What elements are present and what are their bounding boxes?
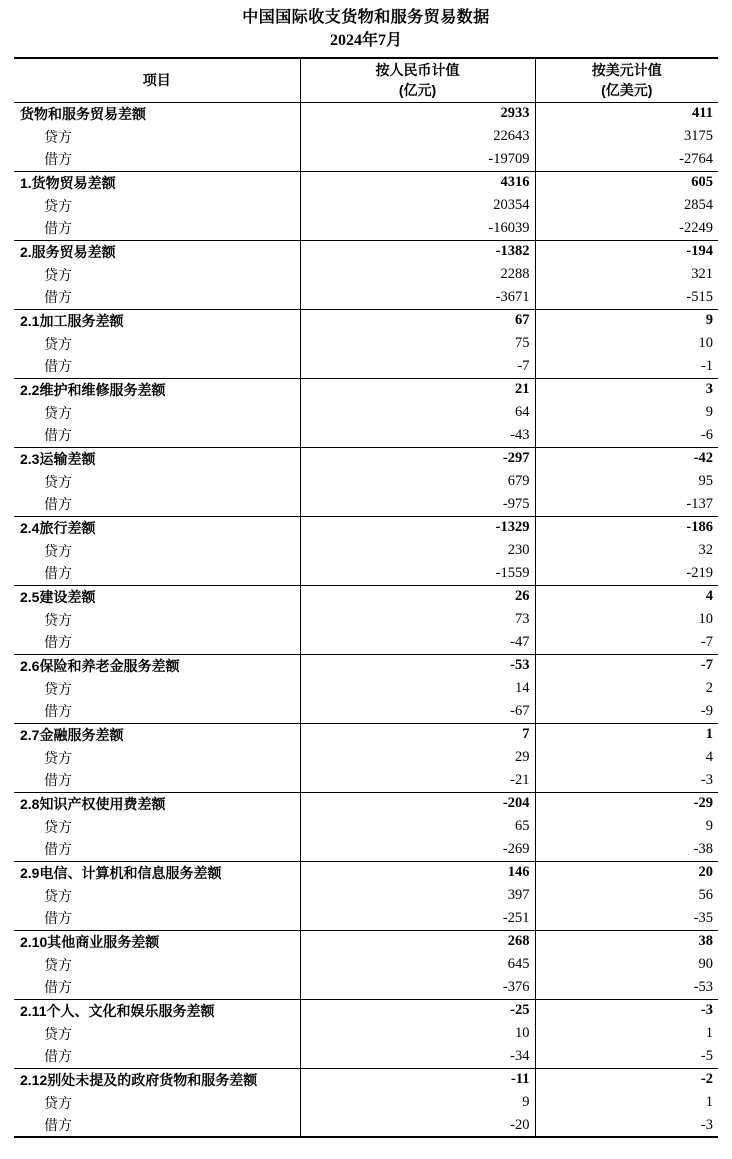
row-item-label: 贷方 (44, 887, 72, 904)
rmb-value: 20354 (300, 194, 535, 217)
usd-value: -186 (535, 516, 718, 539)
table-row-balance-row (14, 930, 718, 953)
rmb-value: -21 (300, 769, 535, 792)
row-item-label: 借方 (44, 841, 72, 858)
rmb-value: 230 (300, 539, 535, 562)
rmb-value: -269 (300, 838, 535, 861)
column-header-rmb (300, 58, 535, 102)
page-subtitle: 2024年7月 (329, 32, 402, 49)
rmb-value: 10 (300, 1022, 535, 1045)
rmb-value: -34 (300, 1045, 535, 1068)
usd-value: 2854 (535, 194, 718, 217)
row-item-label: 借方 (44, 910, 72, 927)
row-item-label: 借方 (44, 151, 72, 168)
table-row-balance-row (14, 102, 718, 125)
row-item-label: 借方 (44, 979, 72, 996)
table-row-balance-row (14, 171, 718, 194)
row-item-label: 2.12别处未提及的政府货物和服务差额 (14, 1068, 300, 1091)
row-item-label: 2.2维护和维修服务差额 (14, 378, 300, 401)
rmb-value: 14 (300, 677, 535, 700)
usd-value: -3 (535, 1114, 718, 1137)
rmb-value: -16039 (300, 217, 535, 240)
rmb-value: 64 (300, 401, 535, 424)
row-item-label: 借方 (44, 565, 72, 582)
table-row-credit-row (14, 1091, 718, 1114)
table-row-balance-row (14, 1068, 718, 1091)
row-item-label: 2.服务贸易差额 (14, 240, 300, 263)
row-item-label: 贷方 (44, 956, 72, 973)
rmb-value: 2933 (300, 102, 535, 125)
table-row-debit-row (14, 976, 718, 999)
table-row-debit-row (14, 355, 718, 378)
usd-value: 4 (535, 585, 718, 608)
column-header-rmb-unit: (亿元) (398, 82, 437, 99)
row-item-label: 贷方 (44, 1094, 72, 1111)
rmb-value: 7 (300, 723, 535, 746)
column-header-usd-title: 按美元计值 (591, 62, 662, 79)
table-row-debit-row (14, 562, 718, 585)
table-row-balance-row (14, 861, 718, 884)
usd-value: 20 (535, 861, 718, 884)
rmb-value: 146 (300, 861, 535, 884)
table-row-debit-row (14, 148, 718, 171)
usd-value: 3 (535, 378, 718, 401)
usd-value: -219 (535, 562, 718, 585)
row-item-label: 借方 (44, 427, 72, 444)
page-title: 中国国际收支货物和服务贸易数据 (242, 9, 490, 26)
row-item-label: 借方 (44, 772, 72, 789)
rmb-value: -1559 (300, 562, 535, 585)
row-item-label: 借方 (44, 703, 72, 720)
rmb-value: 9 (300, 1091, 535, 1114)
rmb-value: -25 (300, 999, 535, 1022)
row-item-label: 2.11个人、文化和娱乐服务差额 (14, 999, 300, 1022)
row-item-label: 2.6保险和养老金服务差额 (14, 654, 300, 677)
row-item-label: 贷方 (44, 818, 72, 835)
rmb-value: -376 (300, 976, 535, 999)
table-row-credit-row (14, 332, 718, 355)
usd-value: -194 (535, 240, 718, 263)
rmb-value: -3671 (300, 286, 535, 309)
usd-value: 4 (535, 746, 718, 769)
table-row-debit-row (14, 700, 718, 723)
usd-value: -2 (535, 1068, 718, 1091)
table-body (14, 102, 718, 1137)
row-item-label: 货物和服务贸易差额 (20, 105, 146, 122)
row-item-label: 借方 (44, 358, 72, 375)
row-item-label: 贷方 (44, 197, 72, 214)
trade-data-table (14, 57, 718, 1138)
column-header-usd (535, 58, 718, 102)
table-row-balance-row (14, 447, 718, 470)
usd-value: 605 (535, 171, 718, 194)
row-item-label: 借方 (44, 289, 72, 306)
column-header-item-label: 项目 (142, 72, 171, 89)
usd-value: 9 (535, 309, 718, 332)
table-row-balance-row (14, 240, 718, 263)
table-row-balance-row (14, 378, 718, 401)
rmb-value: -53 (300, 654, 535, 677)
table-row-debit-row (14, 1114, 718, 1137)
table-row-debit-row (14, 217, 718, 240)
rmb-value: 65 (300, 815, 535, 838)
table-header (14, 58, 718, 102)
table-row-credit-row (14, 194, 718, 217)
table-row-debit-row (14, 838, 718, 861)
rmb-value: 2288 (300, 263, 535, 286)
table-row-credit-row (14, 1022, 718, 1045)
usd-value: -3 (535, 999, 718, 1022)
rmb-value: 21 (300, 378, 535, 401)
row-item-label: 2.7金融服务差额 (14, 723, 300, 746)
rmb-value: -251 (300, 907, 535, 930)
row-item-label: 借方 (44, 1117, 72, 1133)
rmb-value: -297 (300, 447, 535, 470)
row-item-label: 贷方 (44, 128, 72, 145)
usd-value: 2 (535, 677, 718, 700)
table-row-balance-row (14, 792, 718, 815)
usd-value: 1 (535, 1022, 718, 1045)
usd-value: 90 (535, 953, 718, 976)
rmb-value: -20 (300, 1114, 535, 1137)
rmb-value: 75 (300, 332, 535, 355)
row-item-label: 2.9电信、计算机和信息服务差额 (14, 861, 300, 884)
usd-value: -515 (535, 286, 718, 309)
row-item-label: 2.1加工服务差额 (14, 309, 300, 332)
row-item-label: 贷方 (44, 266, 72, 283)
row-item-label: 2.3运输差额 (14, 447, 300, 470)
rmb-value: 26 (300, 585, 535, 608)
rmb-value: 268 (300, 930, 535, 953)
usd-value: -2249 (535, 217, 718, 240)
rmb-value: -11 (300, 1068, 535, 1091)
table-row-credit-row (14, 953, 718, 976)
usd-value: -35 (535, 907, 718, 930)
rmb-value: -67 (300, 700, 535, 723)
column-header-rmb-title: 按人民币计值 (375, 62, 460, 79)
row-item-label: 2.5建设差额 (14, 585, 300, 608)
usd-value: 32 (535, 539, 718, 562)
usd-value: 10 (535, 332, 718, 355)
usd-value: 56 (535, 884, 718, 907)
usd-value: 411 (535, 102, 718, 125)
table-row-credit-row (14, 677, 718, 700)
rmb-value: -204 (300, 792, 535, 815)
table-row-credit-row (14, 884, 718, 907)
row-item-label: 借方 (44, 496, 72, 513)
usd-value: -9 (535, 700, 718, 723)
rmb-value: 645 (300, 953, 535, 976)
usd-value: -3 (535, 769, 718, 792)
row-item-label: 贷方 (44, 1025, 72, 1042)
usd-value: -2764 (535, 148, 718, 171)
rmb-value: 679 (300, 470, 535, 493)
rmb-value: 29 (300, 746, 535, 769)
rmb-value: -47 (300, 631, 535, 654)
rmb-value: -43 (300, 424, 535, 447)
row-item-label: 借方 (44, 1048, 72, 1065)
row-item-label: 贷方 (44, 404, 72, 421)
row-item-label: 2.10其他商业服务差额 (14, 930, 300, 953)
rmb-value: 73 (300, 608, 535, 631)
usd-value: 10 (535, 608, 718, 631)
table-row-credit-row (14, 470, 718, 493)
table-row-credit-row (14, 815, 718, 838)
table-row-debit-row (14, 769, 718, 792)
rmb-value: 22643 (300, 125, 535, 148)
row-item-label: 借方 (44, 634, 72, 651)
table-row-debit-row (14, 493, 718, 516)
table-row-credit-row (14, 263, 718, 286)
usd-value: -137 (535, 493, 718, 516)
row-item-label: 贷方 (44, 749, 72, 766)
rmb-value: -1382 (300, 240, 535, 263)
column-header-usd-unit: (亿美元) (601, 82, 653, 99)
usd-value: -53 (535, 976, 718, 999)
usd-value: 95 (535, 470, 718, 493)
usd-value: -42 (535, 447, 718, 470)
table-row-balance-row (14, 723, 718, 746)
usd-value: -7 (535, 654, 718, 677)
row-item-label: 借方 (44, 220, 72, 237)
row-item-label: 贷方 (44, 680, 72, 697)
usd-value: -38 (535, 838, 718, 861)
usd-value: 1 (535, 1091, 718, 1114)
row-item-label: 贷方 (44, 335, 72, 352)
column-header-item (14, 58, 300, 102)
row-item-label: 2.4旅行差额 (14, 516, 300, 539)
usd-value: 9 (535, 815, 718, 838)
table-row-credit-row (14, 746, 718, 769)
row-item-label: 2.8知识产权使用费差额 (14, 792, 300, 815)
usd-value: -1 (535, 355, 718, 378)
table-row-balance-row (14, 585, 718, 608)
rmb-value: 397 (300, 884, 535, 907)
usd-value: 321 (535, 263, 718, 286)
rmb-value: 67 (300, 309, 535, 332)
rmb-value: -7 (300, 355, 535, 378)
usd-value: 9 (535, 401, 718, 424)
table-row-debit-row (14, 1045, 718, 1068)
table-row-credit-row (14, 608, 718, 631)
table-row-balance-row (14, 654, 718, 677)
usd-value: -5 (535, 1045, 718, 1068)
usd-value: -6 (535, 424, 718, 447)
row-item-label: 贷方 (44, 473, 72, 490)
usd-value: 38 (535, 930, 718, 953)
rmb-value: -19709 (300, 148, 535, 171)
table-row-debit-row (14, 424, 718, 447)
rmb-value: 4316 (300, 171, 535, 194)
table-row-balance-row (14, 309, 718, 332)
usd-value: 1 (535, 723, 718, 746)
table-header-row (14, 58, 718, 102)
table-row-debit-row (14, 907, 718, 930)
usd-value: 3175 (535, 125, 718, 148)
table-row-credit-row (14, 125, 718, 148)
table-row-credit-row (14, 401, 718, 424)
table-row-debit-row (14, 631, 718, 654)
row-item-label: 1.货物贸易差额 (14, 171, 300, 194)
row-item-label: 贷方 (44, 611, 72, 628)
table-row-credit-row (14, 539, 718, 562)
row-item-label: 贷方 (44, 542, 72, 559)
usd-value: -29 (535, 792, 718, 815)
table-row-balance-row (14, 516, 718, 539)
usd-value: -7 (535, 631, 718, 654)
table-row-balance-row (14, 999, 718, 1022)
rmb-value: -1329 (300, 516, 535, 539)
table-row-debit-row (14, 286, 718, 309)
rmb-value: -975 (300, 493, 535, 516)
